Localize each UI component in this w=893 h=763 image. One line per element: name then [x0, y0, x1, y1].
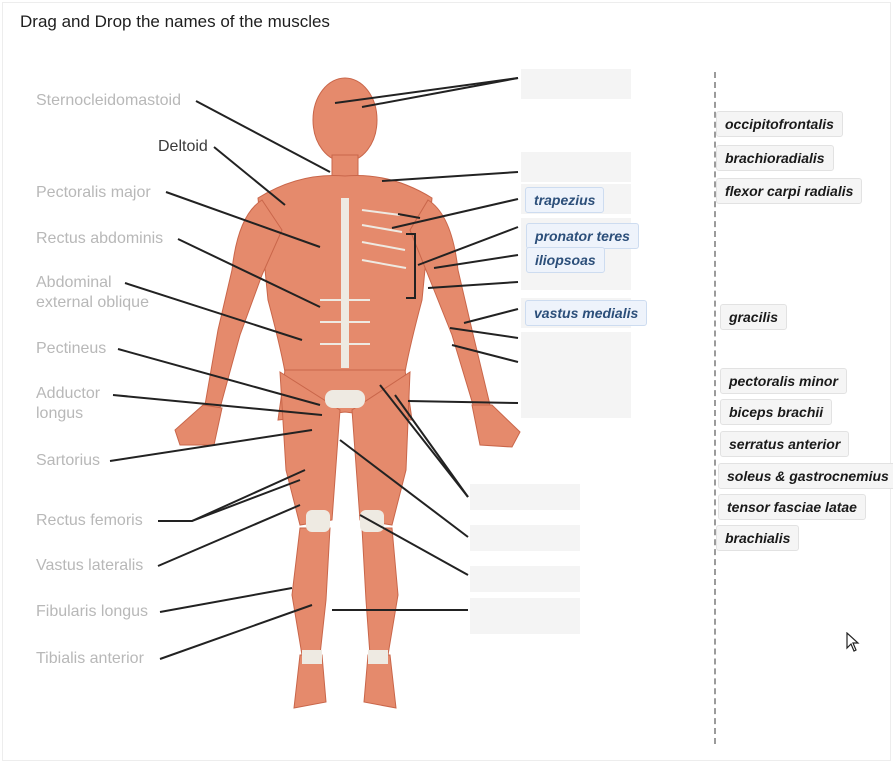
- label-sartorius: Sartorius: [36, 452, 101, 469]
- bank-chip-biceps-brachii[interactable]: biceps brachii: [720, 399, 832, 425]
- placed-chip-trapezius[interactable]: trapezius: [525, 187, 604, 213]
- label-fibularis-longus: Fibularis longus: [36, 603, 149, 620]
- bank-chip-soleus-gastrocnemius[interactable]: soleus & gastrocnemius: [718, 463, 893, 489]
- bank-chip-occipitofrontalis[interactable]: occipitofrontalis: [716, 111, 843, 137]
- bank-chip-brachialis[interactable]: brachialis: [716, 525, 799, 551]
- placed-chip-iliopsoas[interactable]: iliopsoas: [526, 247, 605, 273]
- label-pectoralis-major: Pectoralis major: [36, 184, 151, 201]
- drop-zone-6[interactable]: [521, 332, 631, 418]
- drop-zone-9[interactable]: [470, 566, 580, 592]
- placed-chip-pronator-teres[interactable]: pronator teres: [526, 223, 639, 249]
- drop-zone-1[interactable]: [521, 69, 631, 99]
- bank-chip-gracilis[interactable]: gracilis: [720, 304, 787, 330]
- label-rectus-abdominis: Rectus abdominis: [36, 230, 164, 247]
- mouse-pointer-icon: [846, 632, 860, 652]
- drop-zone-8[interactable]: [470, 525, 580, 551]
- label-deltoid: Deltoid: [158, 138, 208, 155]
- label-external-oblique: external oblique: [36, 294, 149, 311]
- label-abdominal: Abdominal: [36, 274, 112, 291]
- bank-chip-pectoralis-minor[interactable]: pectoralis minor: [720, 368, 847, 394]
- bank-chip-flexor-carpi-radialis[interactable]: flexor carpi radialis: [716, 178, 862, 204]
- placed-chip-vastus-medialis[interactable]: vastus medialis: [525, 300, 647, 326]
- head: [313, 78, 377, 162]
- label-sternocleidomastoid: Sternocleidomastoid: [36, 92, 181, 109]
- label-rectus-femoris: Rectus femoris: [36, 512, 143, 529]
- page-title: Drag and Drop the names of the muscles: [20, 12, 330, 31]
- drop-zone-2[interactable]: [521, 152, 631, 182]
- label-vastus-lateralis: Vastus lateralis: [36, 557, 144, 574]
- bank-divider: [714, 72, 716, 744]
- label-tibialis-anterior: Tibialis anterior: [36, 650, 144, 667]
- right-lower-leg: [362, 528, 398, 655]
- label-adductor: Adductor: [36, 385, 101, 402]
- bank-chip-serratus-anterior[interactable]: serratus anterior: [720, 431, 849, 457]
- right-hand: [472, 405, 520, 447]
- drop-zone-10[interactable]: [470, 598, 580, 634]
- bank-chip-brachioradialis[interactable]: brachioradialis: [716, 145, 834, 171]
- label-longus: longus: [36, 405, 84, 422]
- left-lower-leg: [292, 528, 330, 655]
- left-hand: [175, 405, 222, 445]
- drop-zone-7[interactable]: [470, 484, 580, 510]
- bank-chip-tensor-fasciae-latae[interactable]: tensor fasciae latae: [718, 494, 866, 520]
- right-arm: [410, 200, 490, 408]
- label-pectineus: Pectineus: [36, 340, 107, 357]
